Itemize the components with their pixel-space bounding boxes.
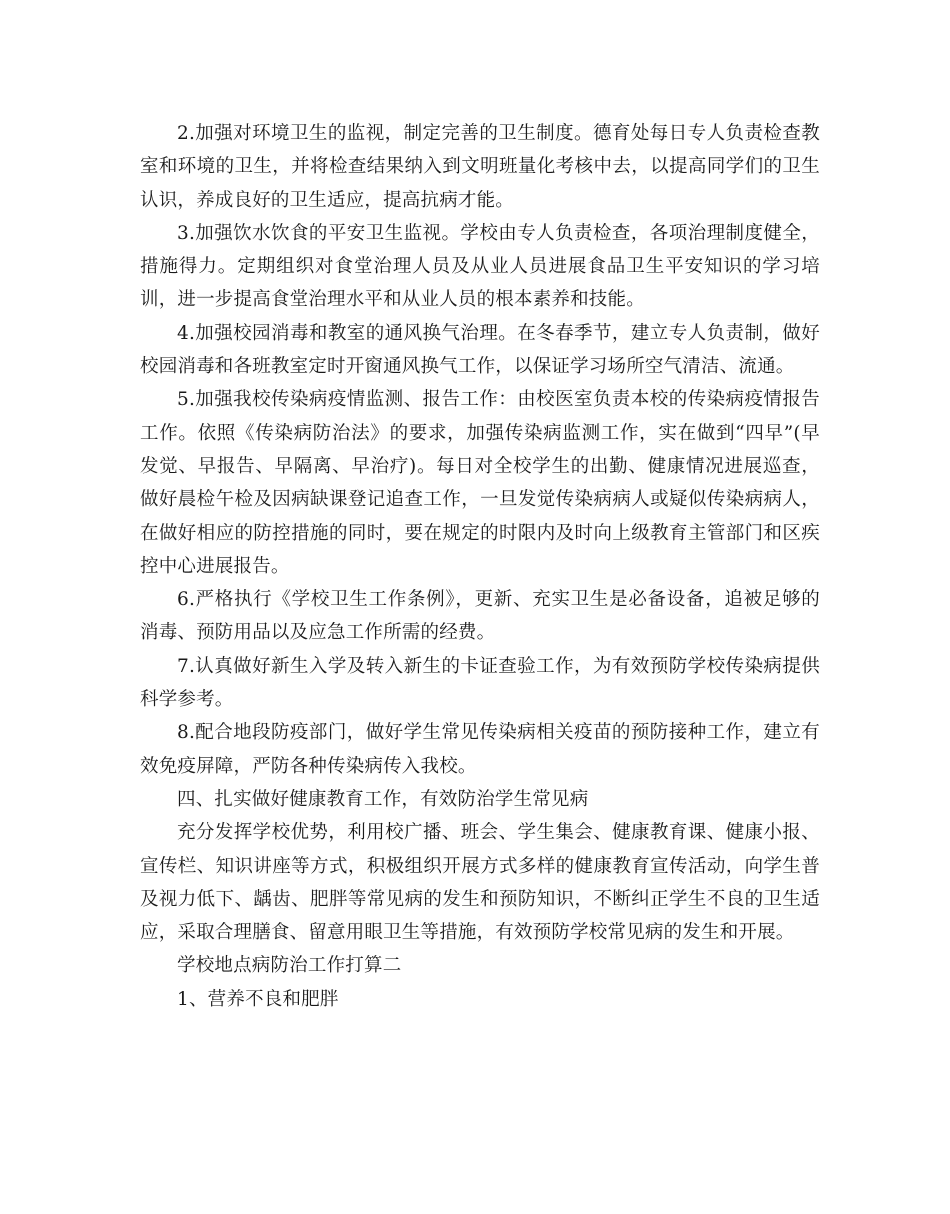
paragraph-environment-hygiene: 2.加强对环境卫生的监视，制定完善的卫生制度。德育处每日专人负责检查教室和环境的卫生，并将检查结果纳入到文明班量化考核中去，以提高同学们的卫生认识，养成良好的卫生适应，提高抗病才能。 [140,123,820,211]
document-body [140,117,820,1016]
subheading-malnutrition-obesity: 1、营养不良和肥胖 [177,988,339,1010]
section-heading-health-education: 四、扎实做好健康教育工作，有效防治学生常见病 [177,788,589,810]
paragraph-food-safety: 3.加强饮水饮食的平安卫生监视。学校由专人负责检查，各项治理制度健全，措施得力。定期组织对食堂治理人员及从业人员进展食品卫生平安知识的学习培训，进一步提高食堂治理水平和从业人员的根本素养和技能。 [140,222,820,311]
paragraph-vaccination: 8.配合地段防疫部门，做好学生常见传染病相关疫苗的预防接种工作，建立有效免疫屏障，严防各种传染病传入我校。 [140,722,820,777]
paragraph-regulations: 6.严格执行《学校卫生工作条例》，更新、充实卫生是必备设备，追被足够的消毒、预防用品以及应急工作所需的经费。 [140,589,820,644]
paragraph-epidemic-report: 5.加强我校传染病疫情监测、报告工作：由校医室负责本校的传染病疫情报告工作。依照《传染病防治法》的要求，加强传染病监测工作，实在做到“四早”(早发觉、早报告、早隔离、早治疗)。每日对全校学生的出勤、健康情况进展巡查，做好晨检午检及因病缺课登记追查工作，一旦发觉传染病病人或疑似传染病病人，在做好相应的防控措施的同时，要在规定的时限内及时向上级教育主管部门和区疾控中心进展报告。 [140,389,820,577]
paragraph-disinfection: 4.加强校园消毒和教室的通风换气治理。在冬春季节，建立专人负责制，做好校园消毒和各班教室定时开窗通风换气工作，以保证学习场所空气清洁、流通。 [140,322,820,378]
paragraph-new-students: 7.认真做好新生入学及转入新生的卡证查验工作，为有效预防学校传染病提供科学参考。 [140,655,820,711]
paragraph-health-education: 充分发挥学校优势，利用校广播、班会、学生集会、健康教育课、健康小报、宣传栏、知识讲座等方式，积极组织开展方式多样的健康教育宣传活动，向学生普及视力低下、龋齿、肥胖等常见病的发生和预防知识，不断纠正学生不良的卫生适应，采取合理膳食、留意用眼卫生等措施，有效预防学校常见病的发生和开展。 [140,822,820,944]
section-heading-plan-two: 学校地点病防治工作打算二 [177,955,402,977]
